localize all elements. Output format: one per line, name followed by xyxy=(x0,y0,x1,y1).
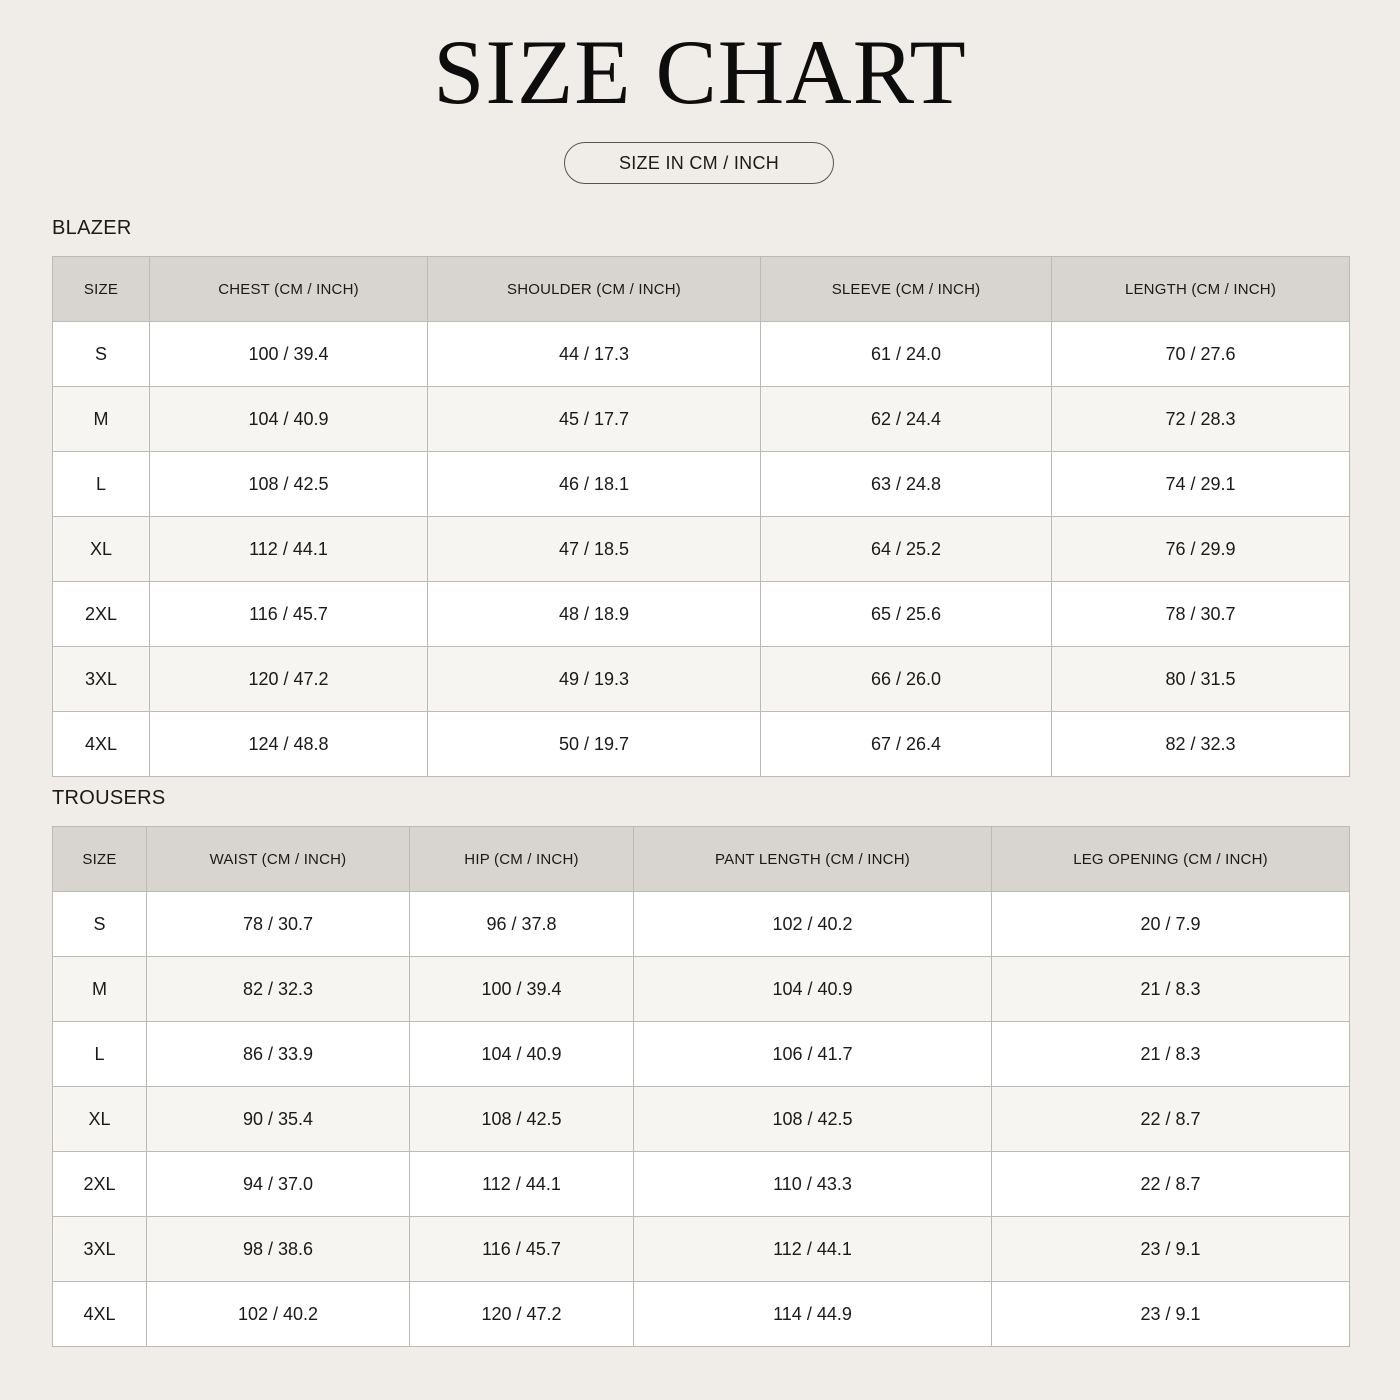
chest-cell: 124 / 48.8 xyxy=(150,712,428,777)
table-row xyxy=(53,452,1350,517)
column-header-size: SIZE xyxy=(53,827,147,892)
column-header-leg-opening: LEG OPENING (CM / INCH) xyxy=(992,827,1350,892)
leg-opening-cell: 20 / 7.9 xyxy=(992,892,1350,957)
shoulder-cell: 46 / 18.1 xyxy=(428,452,761,517)
leg-opening-cell: 21 / 8.3 xyxy=(992,1022,1350,1087)
size-cell: 4XL xyxy=(53,712,150,777)
table-row xyxy=(53,712,1350,777)
sleeve-cell: 66 / 26.0 xyxy=(761,647,1052,712)
size-cell: S xyxy=(53,322,150,387)
trousers-section-title: TROUSERS xyxy=(52,787,166,809)
size-cell: M xyxy=(53,387,150,452)
size-cell: 2XL xyxy=(53,582,150,647)
table-row xyxy=(53,322,1350,387)
table-row xyxy=(53,1022,1350,1087)
leg-opening-cell: 23 / 9.1 xyxy=(992,1217,1350,1282)
size-cell: XL xyxy=(53,1087,147,1152)
chest-cell: 116 / 45.7 xyxy=(150,582,428,647)
shoulder-cell: 45 / 17.7 xyxy=(428,387,761,452)
size-cell: 3XL xyxy=(53,647,150,712)
size-cell: 3XL xyxy=(53,1217,147,1282)
column-header-hip: HIP (CM / INCH) xyxy=(410,827,634,892)
table-row xyxy=(53,387,1350,452)
size-cell: L xyxy=(53,452,150,517)
blazer-section-title: BLAZER xyxy=(52,217,132,239)
pant-length-cell: 114 / 44.9 xyxy=(634,1282,992,1347)
hip-cell: 112 / 44.1 xyxy=(410,1152,634,1217)
length-cell: 76 / 29.9 xyxy=(1052,517,1350,582)
trousers-header-row xyxy=(53,827,1350,892)
page-title: SIZE CHART xyxy=(433,21,967,123)
column-header-length: LENGTH (CM / INCH) xyxy=(1052,257,1350,322)
table-row xyxy=(53,957,1350,1022)
waist-cell: 82 / 32.3 xyxy=(147,957,410,1022)
length-cell: 80 / 31.5 xyxy=(1052,647,1350,712)
sleeve-cell: 67 / 26.4 xyxy=(761,712,1052,777)
chest-cell: 108 / 42.5 xyxy=(150,452,428,517)
chest-cell: 100 / 39.4 xyxy=(150,322,428,387)
trousers-size-table xyxy=(52,826,1350,1347)
column-header-waist: WAIST (CM / INCH) xyxy=(147,827,410,892)
waist-cell: 78 / 30.7 xyxy=(147,892,410,957)
hip-cell: 120 / 47.2 xyxy=(410,1282,634,1347)
table-row xyxy=(53,517,1350,582)
length-cell: 74 / 29.1 xyxy=(1052,452,1350,517)
size-cell: 4XL xyxy=(53,1282,147,1347)
table-row xyxy=(53,892,1350,957)
leg-opening-cell: 23 / 9.1 xyxy=(992,1282,1350,1347)
pant-length-cell: 102 / 40.2 xyxy=(634,892,992,957)
table-row xyxy=(53,1087,1350,1152)
leg-opening-cell: 22 / 8.7 xyxy=(992,1152,1350,1217)
length-cell: 70 / 27.6 xyxy=(1052,322,1350,387)
table-row xyxy=(53,1152,1350,1217)
pant-length-cell: 104 / 40.9 xyxy=(634,957,992,1022)
size-cell: S xyxy=(53,892,147,957)
size-cell: M xyxy=(53,957,147,1022)
waist-cell: 94 / 37.0 xyxy=(147,1152,410,1217)
hip-cell: 100 / 39.4 xyxy=(410,957,634,1022)
column-header-pant-length: PANT LENGTH (CM / INCH) xyxy=(634,827,992,892)
column-header-chest: CHEST (CM / INCH) xyxy=(150,257,428,322)
pant-length-cell: 108 / 42.5 xyxy=(634,1087,992,1152)
chest-cell: 112 / 44.1 xyxy=(150,517,428,582)
waist-cell: 90 / 35.4 xyxy=(147,1087,410,1152)
length-cell: 72 / 28.3 xyxy=(1052,387,1350,452)
hip-cell: 116 / 45.7 xyxy=(410,1217,634,1282)
sleeve-cell: 65 / 25.6 xyxy=(761,582,1052,647)
table-row xyxy=(53,582,1350,647)
table-row xyxy=(53,1217,1350,1282)
chest-cell: 104 / 40.9 xyxy=(150,387,428,452)
pant-length-cell: 110 / 43.3 xyxy=(634,1152,992,1217)
sleeve-cell: 62 / 24.4 xyxy=(761,387,1052,452)
column-header-sleeve: SLEEVE (CM / INCH) xyxy=(761,257,1052,322)
sleeve-cell: 64 / 25.2 xyxy=(761,517,1052,582)
shoulder-cell: 48 / 18.9 xyxy=(428,582,761,647)
shoulder-cell: 44 / 17.3 xyxy=(428,322,761,387)
column-header-size: SIZE xyxy=(53,257,150,322)
waist-cell: 86 / 33.9 xyxy=(147,1022,410,1087)
shoulder-cell: 50 / 19.7 xyxy=(428,712,761,777)
blazer-size-table xyxy=(52,256,1350,777)
length-cell: 78 / 30.7 xyxy=(1052,582,1350,647)
shoulder-cell: 49 / 19.3 xyxy=(428,647,761,712)
hip-cell: 104 / 40.9 xyxy=(410,1022,634,1087)
table-row xyxy=(53,647,1350,712)
unit-toggle-button[interactable]: SIZE IN CM / INCH xyxy=(564,142,834,184)
leg-opening-cell: 22 / 8.7 xyxy=(992,1087,1350,1152)
size-cell: XL xyxy=(53,517,150,582)
blazer-header-row xyxy=(53,257,1350,322)
sleeve-cell: 63 / 24.8 xyxy=(761,452,1052,517)
chest-cell: 120 / 47.2 xyxy=(150,647,428,712)
waist-cell: 98 / 38.6 xyxy=(147,1217,410,1282)
shoulder-cell: 47 / 18.5 xyxy=(428,517,761,582)
length-cell: 82 / 32.3 xyxy=(1052,712,1350,777)
waist-cell: 102 / 40.2 xyxy=(147,1282,410,1347)
pant-length-cell: 112 / 44.1 xyxy=(634,1217,992,1282)
pant-length-cell: 106 / 41.7 xyxy=(634,1022,992,1087)
hip-cell: 96 / 37.8 xyxy=(410,892,634,957)
size-cell: 2XL xyxy=(53,1152,147,1217)
hip-cell: 108 / 42.5 xyxy=(410,1087,634,1152)
leg-opening-cell: 21 / 8.3 xyxy=(992,957,1350,1022)
column-header-shoulder: SHOULDER (CM / INCH) xyxy=(428,257,761,322)
table-row xyxy=(53,1282,1350,1347)
sleeve-cell: 61 / 24.0 xyxy=(761,322,1052,387)
size-cell: L xyxy=(53,1022,147,1087)
